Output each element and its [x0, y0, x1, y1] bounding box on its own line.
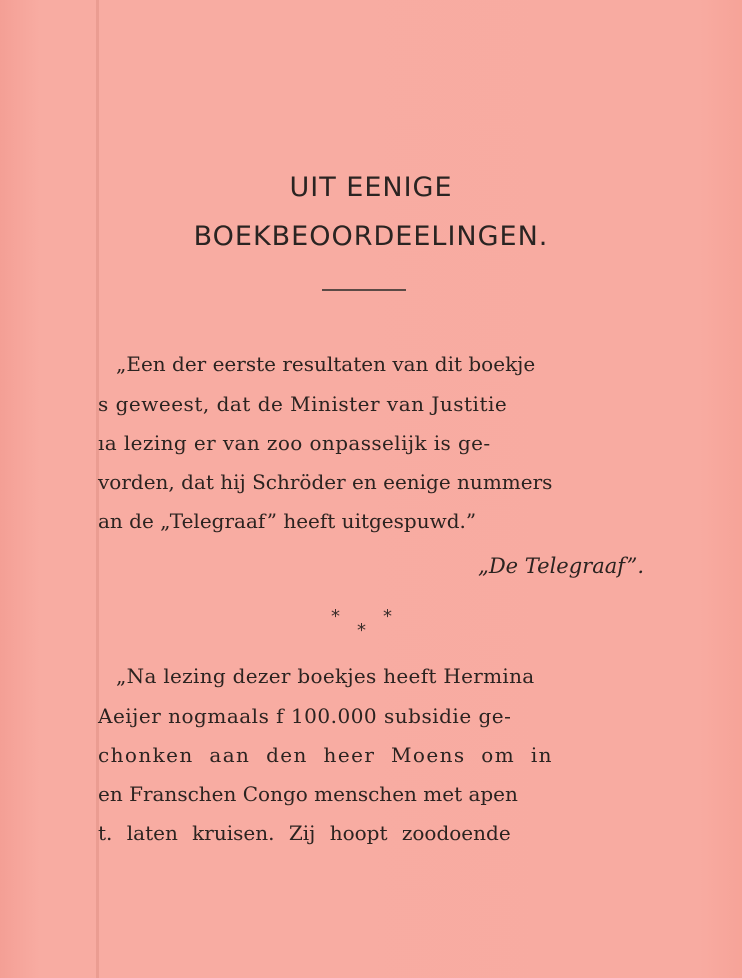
quote-1-line: s geweest, dat de Minister van Justitie	[98, 392, 508, 416]
heading-divider	[322, 289, 406, 291]
quote-2-line: t. laten kruisen. Zij hoopt zoodoende	[98, 821, 511, 845]
heading-line-1: UIT EENIGE	[289, 172, 453, 203]
quote-1-line: ıa lezing er van zoo onpasselijk is ge-	[98, 431, 491, 455]
quote-1-line: an de „Telegraaf” heeft uitgespuwd.”	[98, 509, 477, 533]
quote-2-line: „Na lezing dezer boekjes heeft Hermina	[116, 664, 535, 688]
quote-1-line: vorden, dat hij Schröder en eenige nummers	[98, 470, 553, 494]
quote-2-line: en Franschen Congo menschen met apen	[98, 782, 518, 806]
quote-2-line: chonken aan den heer Moens om in	[98, 743, 553, 767]
quote-2-line: Aeijer nogmaals f 100.000 subsidie ge-	[98, 704, 512, 728]
quote-1-line: „Een der eerste resultaten van dit boekje	[116, 352, 536, 376]
heading-line-2: BOEKBEOORDEELINGEN.	[193, 221, 549, 252]
quote-1-source: „De Telegraaf”.	[477, 554, 644, 578]
